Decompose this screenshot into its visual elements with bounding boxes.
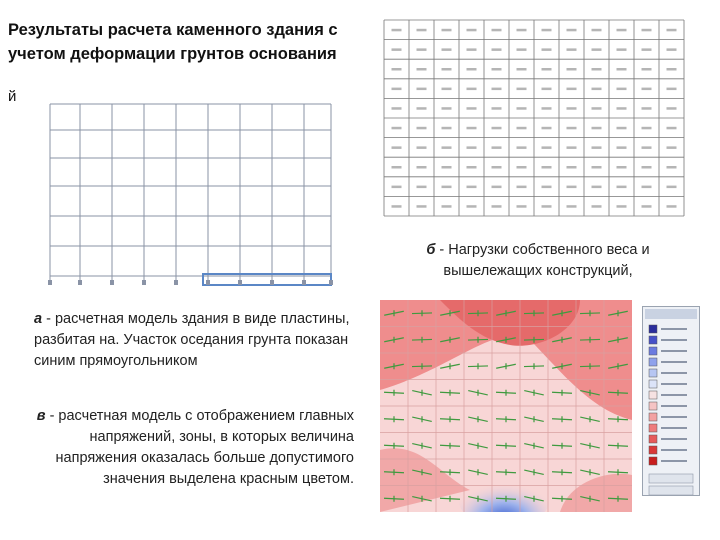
caption-v-letter: в	[36, 408, 46, 424]
caption-b	[378, 240, 698, 282]
caption-b-text: - Нагрузки собственного веса и вышележащих конструкций,	[435, 242, 650, 279]
stress-legend-panel	[642, 306, 700, 496]
caption-v	[18, 406, 354, 490]
figure-b-load-grid	[378, 16, 690, 222]
stray-character: й	[8, 88, 17, 105]
caption-a-text: - расчетная модель здания в виде пластины, разбитая на. Участок оседания грунта показан синим прямоугольником	[34, 311, 350, 369]
figure-v-stress-map	[380, 300, 632, 512]
page-title: Результаты расчета каменного здания с учетом деформации грунтов основания	[8, 21, 338, 63]
caption-v-text: - расчетная модель с отображением главных напряжений, зоны, в которых величина напряжения оказалась больше допустимого значения выделена красным цветом.	[45, 408, 354, 487]
caption-b-letter: б	[426, 242, 436, 258]
caption-a	[34, 309, 364, 372]
stress-legend-scale	[643, 307, 699, 495]
figure-a-building-grid	[40, 98, 340, 288]
caption-a-letter: а	[34, 311, 43, 327]
